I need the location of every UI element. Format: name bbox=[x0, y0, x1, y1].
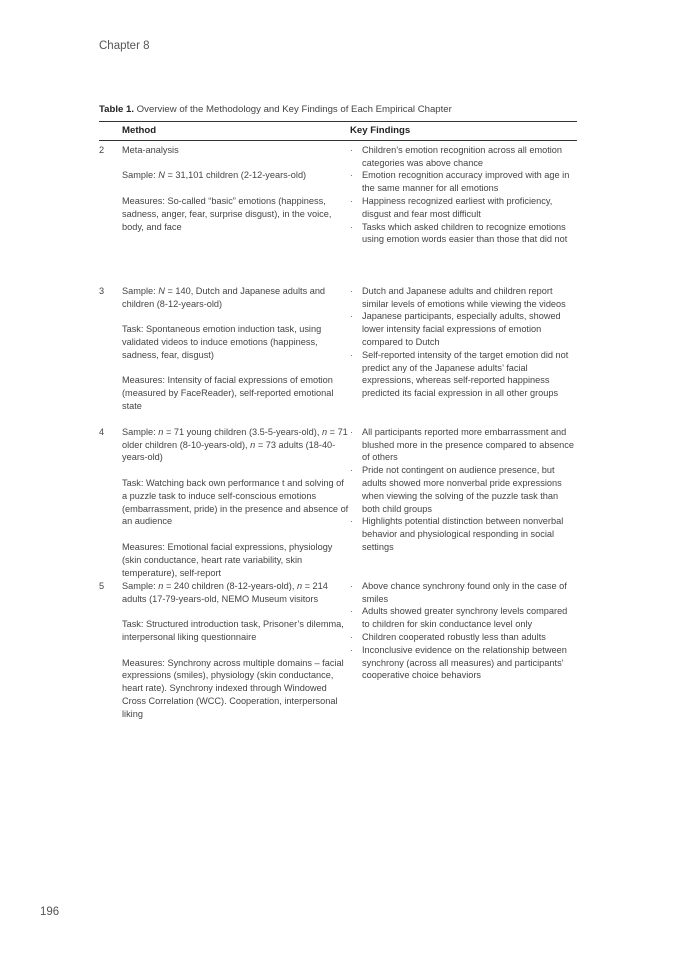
method-text: Task: Watching back own performance t and solving of a puzzle task to induce self-conscious emotions (embarrassment, pride) in the presence and absence of an audience bbox=[122, 477, 349, 527]
method-text: Measures: So-called “basic” emotions (happiness, sadness, anger, fear, surprise disgust), in the voice, body, and face bbox=[122, 195, 332, 232]
header-method: Method bbox=[122, 122, 350, 141]
table-header-row bbox=[99, 122, 577, 141]
finding-item: · Emotion recognition accuracy improved with age in the same manner for all emotions bbox=[350, 169, 577, 195]
method-text: Measures: Emotional facial expressions, physiology (skin conductance, heart rate variability, skin temperature), self-report bbox=[122, 541, 333, 578]
finding-item: · Japanese participants, especially adults, showed lower intensity facial expressions of emotion compared to Dutch bbox=[350, 310, 577, 348]
method-cell bbox=[122, 140, 350, 285]
finding-item: · Pride not contingent on audience presence, but adults showed more nonverbal pride expressions when viewing the solving of the puzzle task than both child groups bbox=[350, 464, 577, 515]
overview-table bbox=[99, 121, 577, 730]
table-row bbox=[99, 140, 577, 285]
method-cell bbox=[122, 426, 350, 580]
chapter-number: 3 bbox=[99, 285, 105, 296]
method-cell bbox=[122, 285, 350, 426]
table-caption-text: Overview of the Methodology and Key Findings of Each Empirical Chapter bbox=[134, 104, 452, 115]
method-text: Sample: n = 240 children (8-12-years-old), n = 214 adults (17-79-years-old, NEMO Museum visitors bbox=[122, 580, 328, 604]
finding-item: · Happiness recognized earliest with proficiency, disgust and fear most difficult bbox=[350, 195, 577, 221]
header-findings: Key Findings bbox=[350, 122, 577, 141]
method-text: Task: Spontaneous emotion induction task, using validated videos to induce emotions (happiness, sadness, fear, disgust) bbox=[122, 324, 322, 360]
chapter-number: 4 bbox=[99, 426, 105, 437]
method-text: Sample: N = 31,101 children (2-12-years-old) bbox=[122, 170, 307, 181]
method-text: Sample: N = 140, Dutch and Japanese adults and children (8-12-years-old) bbox=[122, 285, 326, 309]
finding-item: · Self-reported intensity of the target emotion did not predict any of the Japanese adults’ facial expressions, whereas self-reported happiness predicted its facial expression in all other groups bbox=[350, 349, 577, 400]
method-text: Sample: n = 71 young children (3.5-5-years-old), n = 71 older children (8-10-years-old), n = 73 adults (18-40-years-old) bbox=[122, 426, 348, 463]
finding-item: · Dutch and Japanese adults and children report similar levels of emotions while viewing the videos bbox=[350, 285, 577, 311]
table-caption-label: Table 1. bbox=[99, 104, 135, 115]
findings-cell bbox=[350, 580, 577, 730]
method-text: Measures: Synchrony across multiple domains – facial expressions (smiles), physiology (skin conductance, heart rate). Synchrony indexed through Windowed Cross Correlation (WCC). Cooperation, interpersonal liking bbox=[122, 657, 344, 719]
table-row bbox=[99, 285, 577, 426]
table-row bbox=[99, 580, 577, 730]
running-head: Chapter 8 bbox=[99, 40, 150, 52]
findings-cell bbox=[350, 426, 577, 580]
findings-list bbox=[350, 285, 577, 400]
header-number bbox=[99, 122, 122, 141]
finding-item: · Highlights potential distinction between nonverbal behavior and physiological responding in social settings bbox=[350, 515, 577, 553]
table-caption bbox=[99, 104, 579, 115]
finding-item: · Inconclusive evidence on the relationship between synchrony (across all measures) and participants’ cooperative choice behaviors bbox=[350, 644, 577, 682]
chapter-number: 2 bbox=[99, 144, 105, 155]
method-text: Task: Structured introduction task, Prisoner’s dilemma, interpersonal liking questionnaire bbox=[122, 619, 344, 642]
findings-list bbox=[350, 144, 577, 246]
finding-item: · Tasks which asked children to recognize emotions using emotion words easier than those that did not bbox=[350, 221, 577, 247]
finding-item: · Above chance synchrony found only in the case of smiles bbox=[350, 580, 577, 606]
finding-item: · All participants reported more embarrassment and blushed more in the presence compared to absence of others bbox=[350, 426, 577, 464]
findings-cell bbox=[350, 285, 577, 426]
method-text: Meta-analysis bbox=[122, 144, 179, 155]
finding-item: · Children’s emotion recognition across all emotion categories was above chance bbox=[350, 144, 577, 170]
finding-item: · Adults showed greater synchrony levels compared to children for skin conductance level only bbox=[350, 605, 577, 631]
method-cell bbox=[122, 580, 350, 730]
finding-item: · Children cooperated robustly less than adults bbox=[350, 631, 577, 644]
findings-list bbox=[350, 580, 577, 682]
findings-cell bbox=[350, 140, 577, 285]
findings-list bbox=[350, 426, 577, 554]
table-row bbox=[99, 426, 577, 580]
chapter-number: 5 bbox=[99, 580, 105, 591]
method-text: Measures: Intensity of facial expressions of emotion (measured by FaceReader), self-reported emotional state bbox=[122, 375, 334, 411]
page-number: 196 bbox=[40, 906, 60, 918]
